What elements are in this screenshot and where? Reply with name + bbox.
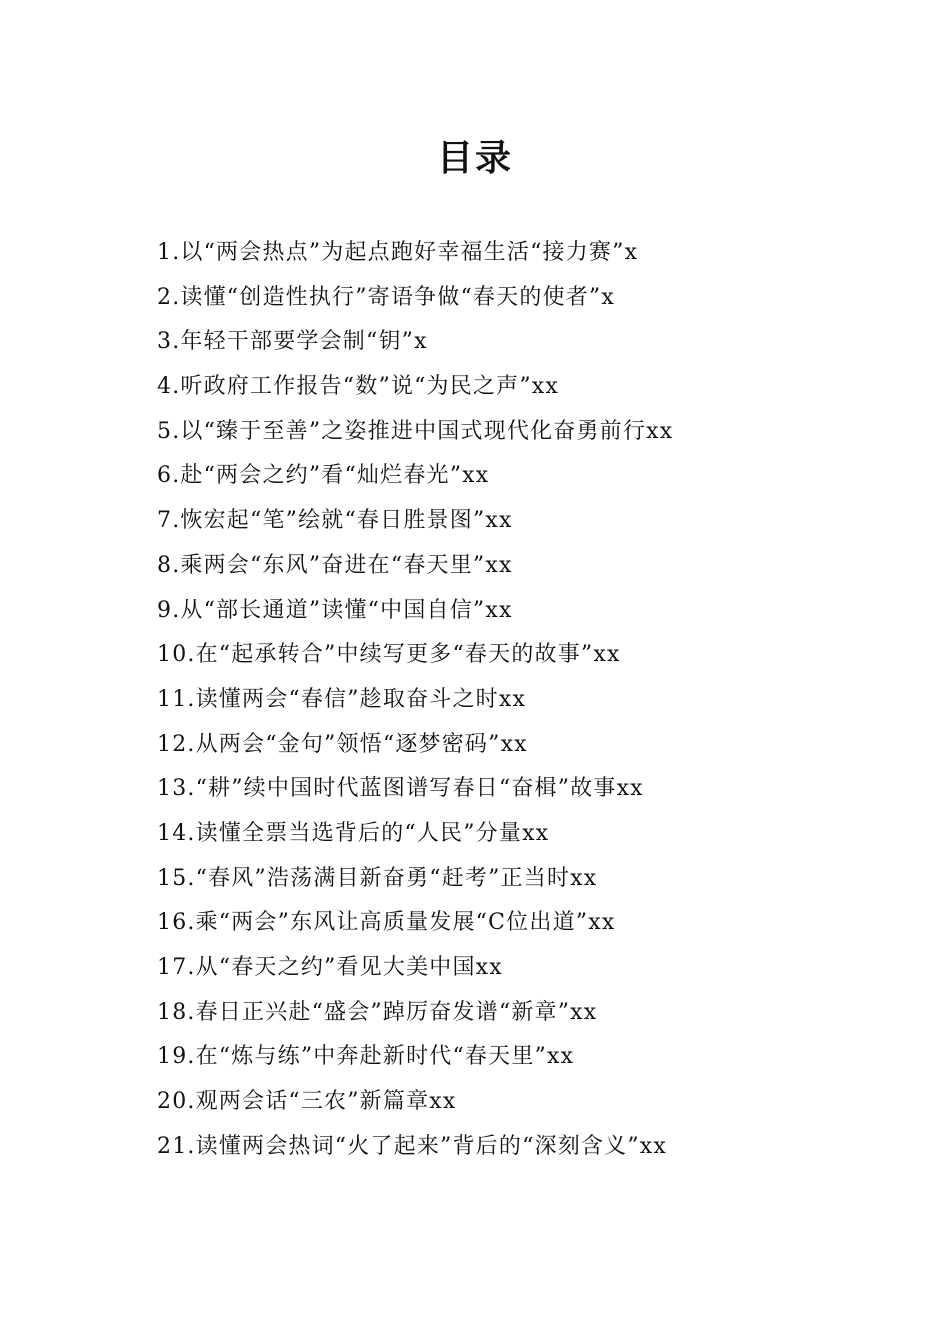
page-title: 目录 [436, 137, 513, 179]
toc-item: 20.观两会话“三农”新篇章xx [157, 1089, 457, 1115]
toc-item: 16.乘“两会”东风让高质量发展“C位出道”xx [157, 910, 616, 936]
table-of-contents [157, 231, 857, 1169]
toc-item: 15.“春风”浩荡满目新奋勇“赶考”正当时xx [157, 865, 598, 891]
toc-item: 3.年轻干部要学会制“钥”x [157, 329, 428, 355]
toc-item: 13.“耕”续中国时代蓝图谱写春日“奋楫”故事xx [157, 776, 644, 802]
toc-item: 9.从“部长通道”读懂“中国自信”xx [157, 597, 513, 623]
toc-item: 12.从两会“金句”领悟“逐梦密码”xx [157, 731, 528, 757]
toc-item: 14.读懂全票当选背后的“人民”分量xx [157, 820, 550, 846]
toc-item: 7.恢宏起“笔”绘就“春日胜景图”xx [157, 508, 513, 534]
toc-item: 8.乘两会“东风”奋进在“春天里”xx [157, 552, 513, 578]
toc-item: 11.读懂两会“春信”趁取奋斗之时xx [157, 686, 527, 712]
toc-item: 18.春日正兴赴“盛会”踔厉奋发谱“新章”xx [157, 999, 598, 1025]
toc-item: 10.在“起承转合”中续写更多“春天的故事”xx [157, 642, 621, 668]
toc-item: 17.从“春天之约”看见大美中国xx [157, 955, 503, 980]
toc-item: 6.赴“两会之约”看“灿烂春光”xx [157, 463, 490, 489]
toc-item: 4.听政府工作报告“数”说“为民之声”xx [157, 374, 559, 400]
toc-item: 19.在“炼与练”中奔赴新时代“春天里”xx [157, 1044, 575, 1070]
toc-item: 21.读懂两会热词“火了起来”背后的“深刻含义”xx [157, 1133, 667, 1159]
toc-item: 1.以“两会热点”为起点跑好幸福生活“接力赛”x [157, 240, 639, 265]
toc-item: 2.读懂“创造性执行”寄语争做“春天的使者”x [157, 284, 615, 310]
toc-item: 5.以“臻于至善”之姿推进中国式现代化奋勇前行xx [157, 418, 674, 444]
